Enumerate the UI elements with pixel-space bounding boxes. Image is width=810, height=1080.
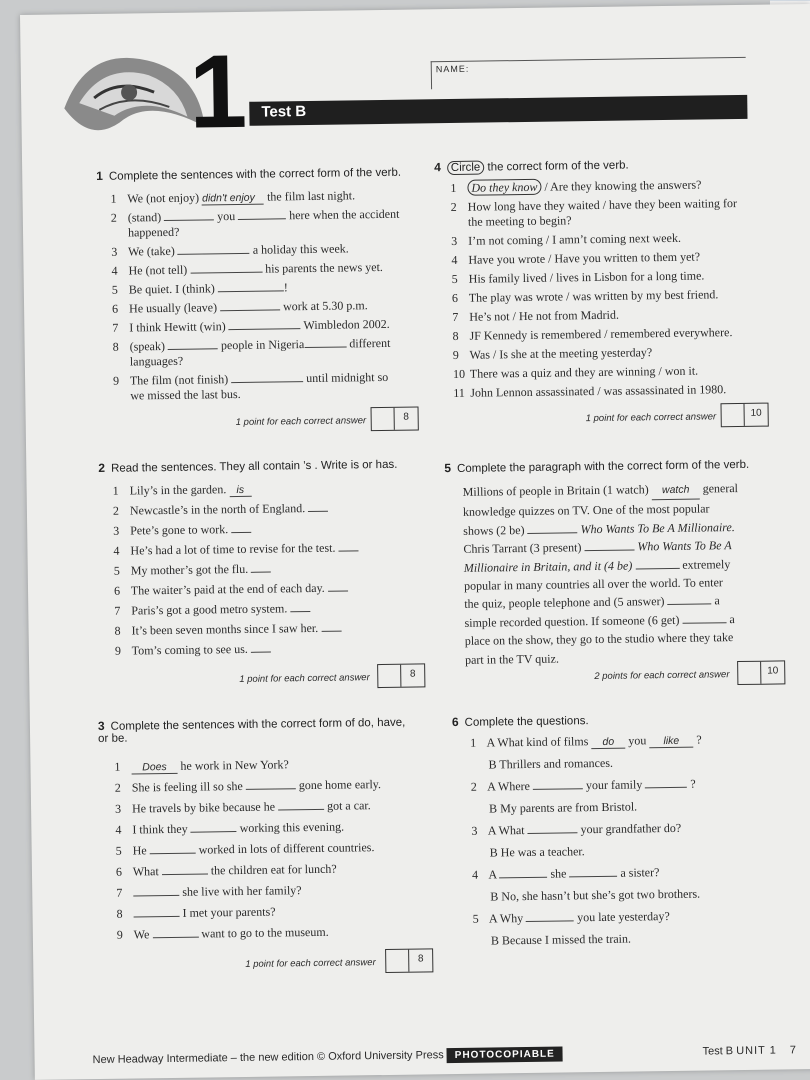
list-item: 7 I think Hewitt (win) Wimbledon 2002. — [112, 316, 390, 335]
list-item: 4 Have you wrote / Have you written to them yet? — [451, 249, 701, 267]
answer-blank[interactable] — [220, 309, 280, 311]
list-item: 3 I’m not coming / I amn’t coming next week. — [451, 230, 682, 249]
list-item: 4 A she a sister? — [471, 865, 660, 882]
list-item: 7 Paris’s got a good metro system. — [114, 601, 310, 619]
section-5-paragraph: Millions of people in Britain (1 watch) watch general knowledge quizzes on TV. One of the most popular shows (2 be) Who Wants To Be A Millionaire. Chris Tarrant (3 present) Who Wants To Be A Millionaire in Britain, and it (4 be) extremely popular in many countries all over the world. To enter the quiz, people telephone and (5 answer) a simple recorded question. If someone (6 get) a place on the show, they go to the studio where they take part in the TV quiz. — [462, 481, 739, 667]
answer-blank[interactable] — [584, 550, 634, 552]
answer-blank[interactable] — [499, 877, 547, 879]
answer-blank[interactable] — [162, 873, 208, 875]
list-item: 3 We (take) a holiday this week. — [111, 241, 349, 259]
list-item: languages? — [129, 353, 184, 369]
answer-blank[interactable] — [251, 652, 271, 653]
name-label: NAME: — [435, 63, 470, 75]
name-field[interactable] — [431, 57, 746, 89]
list-item: 1 A What kind of films do you like ? — [470, 732, 702, 750]
list-item: 1 Do they know / Are they knowing the answers? — [450, 177, 702, 196]
test-title: Test B — [261, 103, 307, 121]
photocopiable-badge: PHOTOCOPIABLE — [447, 1047, 563, 1064]
circled-answer[interactable]: Do they know — [467, 179, 541, 196]
section-3-score-box[interactable] — [385, 948, 433, 973]
list-item: 4 I think they working this evening. — [115, 819, 345, 837]
section-5-score: 10 — [767, 665, 779, 677]
list-item: 9 Was / Is she at the meeting yesterday? — [452, 345, 653, 362]
list-item: B My parents are from Bristol. — [489, 799, 638, 816]
footer-credit — [93, 1048, 563, 1067]
answer-blank[interactable] — [251, 572, 271, 573]
list-item: 5 Be quiet. I (think) ! — [111, 280, 288, 297]
section-1-heading: 1 Complete the sentences with the correct form of the verb. — [96, 166, 402, 183]
section-5-heading: 5 Complete the paragraph with the correct form of the verb. — [444, 458, 750, 476]
list-item: B He was a teacher. — [489, 844, 585, 860]
answer-blank[interactable] — [190, 272, 262, 274]
test-worksheet-page — [20, 4, 810, 1080]
section-3-score: 8 — [417, 953, 424, 965]
list-item: 9 We want to go to the museum. — [116, 924, 329, 942]
list-item: 2 A Where your family ? — [470, 776, 696, 794]
list-item: 8 JF Kennedy is remembered / remembered everywhere. — [452, 325, 733, 343]
list-item: 7 she live with her family? — [116, 883, 302, 900]
list-item: 6 The play was wrote / was written by my best friend. — [451, 287, 719, 305]
section-2-score-box[interactable] — [377, 663, 425, 688]
section-4-points: 1 point for each correct answer — [585, 411, 717, 425]
answer-blank[interactable] — [328, 590, 348, 591]
answer-blank[interactable] — [682, 622, 726, 624]
list-item: 2 Newcastle’s in the north of England. — [113, 501, 328, 519]
list-item: B Thrillers and romances. — [488, 755, 614, 772]
title-bar — [249, 95, 747, 126]
answer-blank[interactable] — [304, 346, 346, 348]
list-item: 1 Does he work in New York? — [114, 757, 289, 774]
list-item: 5 His family lived / lives in Lisbon for a long time. — [451, 268, 705, 286]
list-item: 2 She is feeling ill so she gone home early. — [114, 777, 382, 795]
answer-blank[interactable] — [290, 611, 310, 612]
section-4-heading: 4 Circle the correct form of the verb. — [434, 159, 629, 175]
section-3-points: 1 point for each correct answer — [245, 957, 376, 970]
list-item: 8 I met your parents? — [116, 904, 276, 921]
list-item: 8 (speak) people in Nigeria different — [112, 335, 391, 354]
answer-blank[interactable]: is — [229, 484, 251, 497]
book-title: New Headway Intermediate – the new edition — [92, 1050, 315, 1067]
section-4-score-box[interactable] — [720, 403, 768, 428]
section-4-score: 10 — [750, 407, 762, 419]
answer-blank[interactable] — [635, 567, 679, 569]
footer-unit: Test B UNIT 1 7 — [702, 1044, 797, 1058]
unit-logo-illustration — [58, 36, 210, 148]
answer-blank[interactable]: watch — [652, 481, 700, 501]
list-item: 5 He worked in lots of different countries. — [115, 840, 375, 858]
list-item: 9 The film (not finish) until midnight so — [113, 369, 389, 388]
answer-blank[interactable]: do — [591, 736, 625, 749]
answer-blank[interactable] — [645, 787, 687, 789]
answer-blank[interactable] — [526, 920, 574, 922]
list-item: 7 He’s not / He not from Madrid. — [452, 307, 619, 324]
section-1-score-box[interactable] — [371, 406, 419, 431]
list-item: 2 (stand) you here when the accident — [110, 206, 400, 225]
list-item: 9 Tom’s coming to see us. — [115, 642, 271, 659]
list-item: 1 Lily’s in the garden. is — [113, 482, 252, 499]
list-item: 6 He usually (leave) work at 5.30 p.m. — [112, 298, 368, 316]
list-item: 3 A What your grandfather do? — [471, 820, 682, 838]
section-1-points: 1 point for each correct answer — [235, 415, 367, 429]
list-item: 1 We (not enjoy) didn't enjoy the film last night. — [110, 188, 356, 206]
list-item: we missed the last bus. — [130, 386, 241, 403]
answer-blank[interactable] — [168, 348, 218, 350]
answer-blank[interactable] — [246, 788, 296, 790]
list-item: 5 My mother’s got the flu. — [114, 562, 272, 579]
list-item: B No, she hasn’t but she’s got two brothers. — [490, 886, 701, 904]
section-6-heading: 6 Complete the questions. — [451, 714, 589, 730]
answer-blank[interactable] — [238, 218, 286, 220]
answer-blank[interactable] — [278, 809, 324, 811]
list-item: 8 It’s been seven months since I saw her. — [115, 621, 342, 639]
page-number: 7 — [789, 1044, 797, 1057]
section-3-heading: 3 Complete the sentences with the correct form of do, have, or be. — [97, 716, 406, 745]
list-item: 6 The waiter’s paid at the end of each day. — [114, 580, 348, 598]
answer-blank[interactable] — [668, 604, 712, 606]
section-2-score: 8 — [409, 668, 416, 680]
answer-blank[interactable] — [231, 381, 303, 383]
answer-blank[interactable] — [164, 219, 214, 221]
unit-number: 1 — [188, 33, 248, 151]
answer-blank[interactable] — [231, 532, 251, 533]
answer-blank[interactable] — [338, 550, 358, 551]
copyright: © Oxford University Press — [316, 1049, 444, 1063]
section-2-points: 1 point for each correct answer — [239, 672, 370, 686]
list-item: B Because I missed the train. — [490, 931, 632, 948]
answer-blank[interactable] — [218, 290, 284, 292]
section-1-score: 8 — [403, 411, 410, 423]
list-item: 4 He’s had a lot of time to revise for the test. — [113, 540, 358, 558]
list-item: 10 There was a quiz and they are winning / won it. — [452, 363, 699, 381]
answer-blank[interactable] — [569, 876, 617, 878]
list-item: 6 What the children eat for lunch? — [115, 861, 337, 879]
section-5-points: 2 points for each correct answer — [594, 669, 730, 683]
list-item: 3 He travels by bike because he got a car. — [114, 798, 371, 816]
answer-blank[interactable] — [528, 832, 578, 834]
list-item: 4 He (not tell) his parents the news yet. — [111, 259, 383, 278]
list-item: 11 John Lennon assassinated / was assassinated in 1980. — [453, 382, 727, 400]
answer-blank[interactable] — [321, 631, 341, 632]
answer-blank[interactable] — [528, 532, 578, 534]
answer-blank[interactable]: Does — [131, 761, 177, 775]
answer-blank[interactable] — [229, 328, 301, 330]
list-item: the meeting to begin? — [467, 213, 572, 229]
list-item: 2 How long have they waited / have they been waiting for — [450, 196, 738, 215]
answer-blank[interactable] — [134, 916, 180, 918]
answer-blank[interactable] — [178, 253, 250, 255]
answer-blank[interactable] — [150, 853, 196, 855]
answer-blank[interactable] — [308, 511, 328, 512]
list-item: happened? — [127, 224, 180, 240]
answer-blank[interactable] — [533, 788, 583, 790]
answer-blank[interactable] — [133, 895, 179, 897]
list-item: 3 Pete’s gone to work. — [113, 522, 251, 539]
list-item: 5 A Why you late yesterday? — [472, 909, 670, 926]
answer-blank[interactable] — [191, 831, 237, 833]
answer-blank[interactable]: didn't enjoy — [202, 192, 264, 206]
section-5-score-box[interactable] — [737, 660, 785, 685]
answer-blank[interactable]: like — [649, 735, 693, 749]
section-2-heading: 2 Read the sentences. They all contain ’s . Write is or has. — [98, 458, 398, 475]
answer-blank[interactable] — [152, 937, 198, 939]
